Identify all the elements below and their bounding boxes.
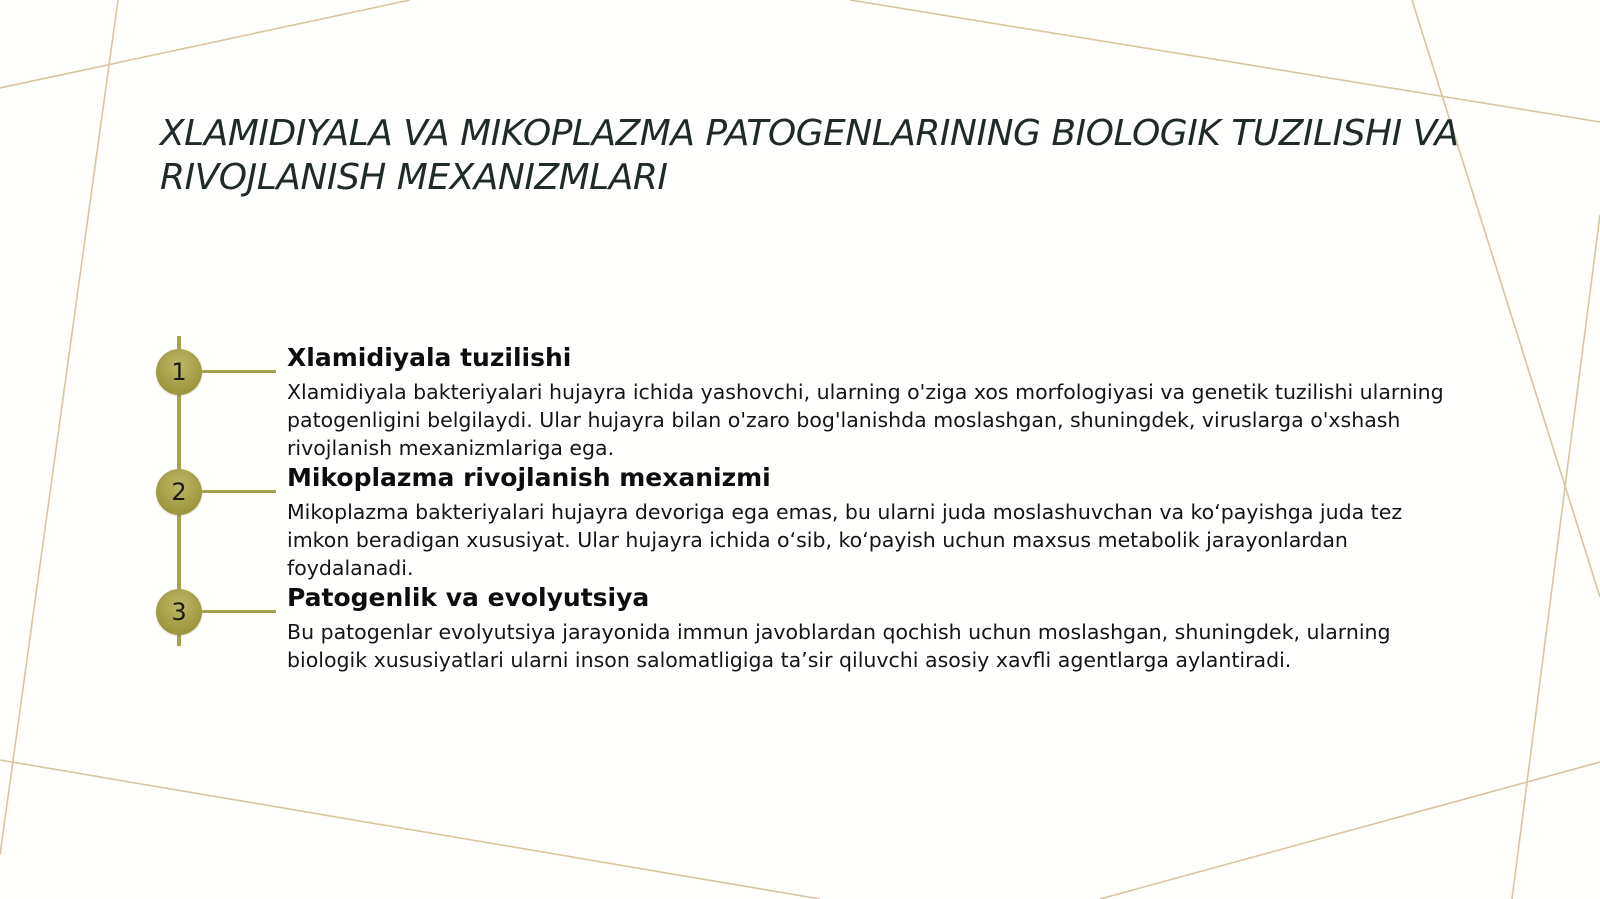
timeline-marker-3: [156, 589, 202, 635]
timeline-marker-1: [156, 349, 202, 395]
timeline-marker-2: [156, 469, 202, 515]
timeline-marker-number: 2: [171, 478, 187, 506]
timeline-item-heading: Mikoplazma rivojlanish mexanizmi: [287, 463, 771, 492]
timeline-marker-number: 1: [171, 358, 187, 386]
timeline-item-text: Xlamidiyala bakteriyalari hujayra ichida yashovchi, ularning o'ziga xos morfologiyasi va genetik tuzilishi ularning patogenligini belgilaydi. Ular hujayra bilan o'zaro bog'lanishda moslashgan, shuningdek, viruslarga o'xshash rivojlanish mexanizmlariga ega.: [287, 380, 1444, 460]
timeline-connector: [202, 490, 276, 493]
timeline-item-heading: Patogenlik va evolyutsiya: [287, 583, 650, 612]
slide-title: XLAMIDIYALA VA MIKOPLAZMA PATOGENLARINING BIOLOGIK TUZILISHI VA RIVOJLANISH MEXANIZMLARI: [160, 113, 1459, 198]
timeline-connector: [202, 370, 276, 373]
timeline-marker-number: 3: [171, 598, 187, 626]
timeline-connector: [202, 610, 276, 613]
timeline-item-heading: Xlamidiyala tuzilishi: [287, 343, 572, 372]
timeline-item-text: Bu patogenlar evolyutsiya jarayonida immun javoblardan qochish uchun moslashgan, shuningdek, ularning biologik xususiyatlari ularni inson salomatligiga ta’sir qiluvchi asosiy xavfli agentlarga aylantiradi.: [287, 620, 1391, 672]
timeline-item-text: Mikoplazma bakteriyalari hujayra devoriga ega emas, bu ularni juda moslashuvchan va ko‘payishga juda tez imkon beradigan xususiyat. Ular hujayra ichida o‘sib, ko‘payish uchun maxsus metabolik jarayonlardan foydalanadi.: [287, 500, 1403, 580]
